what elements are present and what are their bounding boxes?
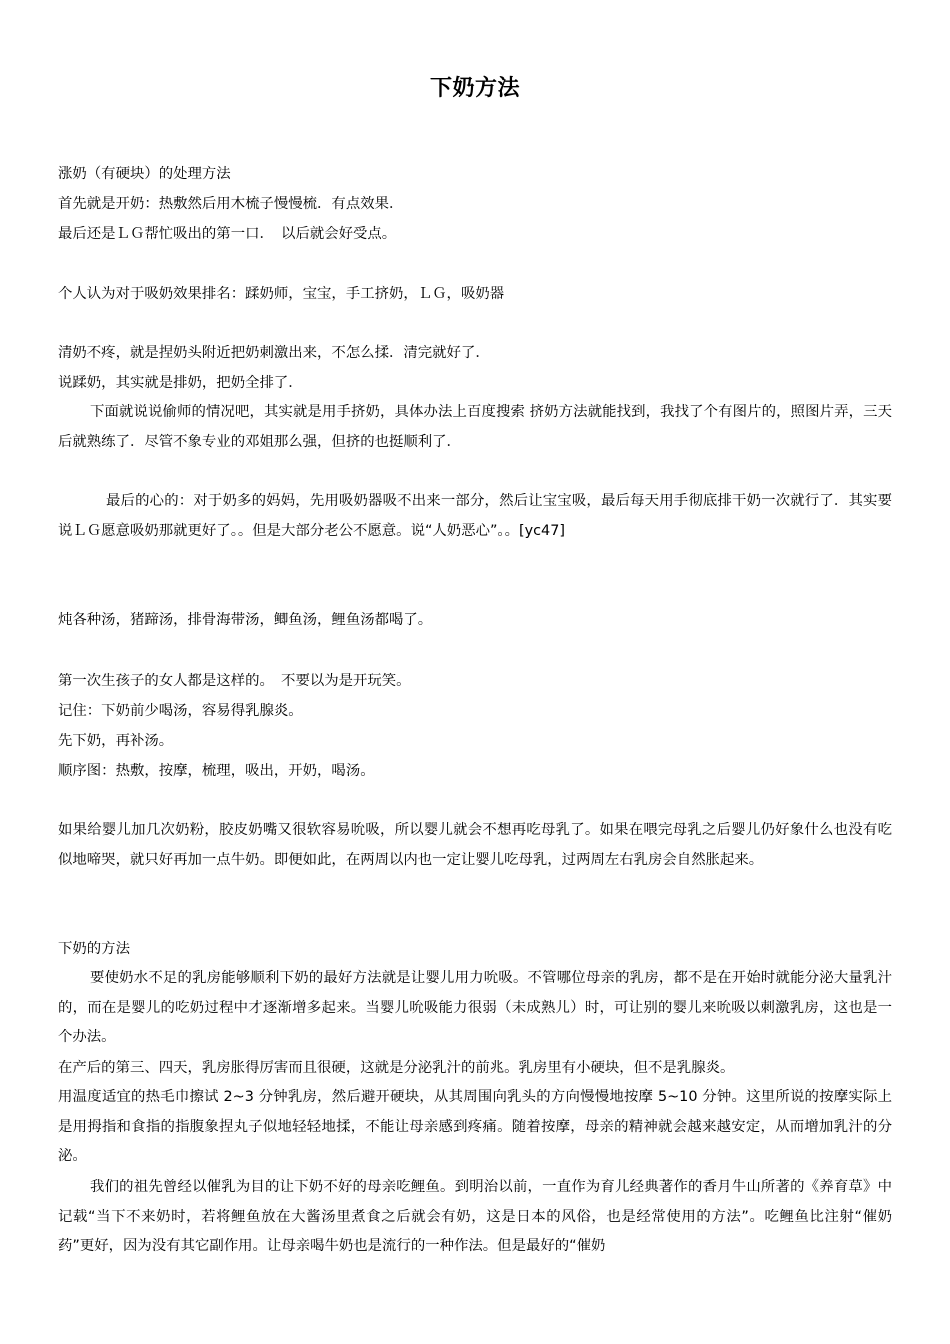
paragraph: 说蹂奶，其实就是排奶，把奶全排了． (58, 375, 303, 391)
paragraph: 第一次生孩子的女人都是这样的。 不要以为是开玩笑。 (58, 673, 411, 689)
paragraph: 用温度适宜的热毛巾擦试 2~3 分钟乳房，然后避开硬块，从其周围向乳头的方向慢慢地按摩 5~10 分钟。这里所说的按摩实际上是用拇指和食指的指腹象捏丸子似地轻轻地揉，不能让母亲感到疼痛。随着按摩，母亲的精神就会越来越安定，从而增加乳汁的分泌。 (58, 1089, 892, 1164)
paragraph: 最后还是ＬＧ帮忙吸出的第一口． 以后就会好受点。 (58, 226, 397, 242)
paragraph: 要使奶水不足的乳房能够顺利下奶的最好方法就是让婴儿用力吮吸。不管哪位母亲的乳房，都不是在开始时就能分泌大量乳汁的，而在是婴儿的吃奶过程中才逐渐增多起来。当婴儿吮吸能力很弱（未成熟儿）时，可让别的婴儿来吮吸以刺激乳房，这也是一个办法。 (58, 970, 892, 1045)
paragraph: 顺序图：热敷，按摩，梳理，吸出，开奶，喝汤。 (58, 763, 375, 779)
paragraph: 下面就说说偷师的情况吧，其实就是用手挤奶，具体办法上百度搜索 挤奶方法就能找到，我找了个有图片的，照图片弄，三天后就熟练了．尽管不象专业的邓姐那么强，但挤的也挺顺利了． (58, 404, 892, 450)
paragraph: 在产后的第三、四天，乳房胀得厉害而且很硬，这就是分泌乳汁的前兆。乳房里有小硬块，但不是乳腺炎。 (58, 1060, 735, 1076)
page-title: 下奶方法 (429, 76, 520, 101)
paragraph: 炖各种汤，猪蹄汤，排骨海带汤，鲫鱼汤，鲤鱼汤都喝了。 (58, 612, 433, 628)
paragraph: 如果给婴儿加几次奶粉，胶皮奶嘴又很软容易吮吸，所以婴儿就会不想再吃母乳了。如果在喂完母乳之后婴儿仍好象什么也没有吃似地啼哭，就只好再加一点牛奶。即便如此，在两周以内也一定让婴儿吃母乳，过两周左右乳房会自然胀起来。 (58, 822, 892, 868)
paragraph: 涨奶（有硬块）的处理方法 (58, 166, 231, 182)
paragraph: 先下奶，再补汤。 (58, 733, 174, 749)
section-heading: 下奶的方法 (58, 941, 130, 957)
paragraph: 清奶不疼，就是捏奶头附近把奶刺激出来，不怎么揉．清完就好了． (58, 345, 490, 361)
paragraph: 记住：下奶前少喝汤，容易得乳腺炎。 (58, 703, 303, 719)
paragraph: 首先就是开奶：热敷然后用木梳子慢慢梳．有点效果． (58, 196, 404, 212)
paragraph: 最后的心的：对于奶多的妈妈，先用吸奶器吸不出来一部分，然后让宝宝吸，最后每天用手彻底排干奶一次就行了．其实要说ＬＧ愿意吸奶那就更好了。。但是大部分老公不愿意。说“人奶恶心”。。[yc47] (58, 493, 892, 539)
paragraph: 我们的祖先曾经以催乳为目的让下奶不好的母亲吃鲤鱼。到明治以前，一直作为育儿经典著作的香月牛山所著的《养育草》中记载“当下不来奶时，若将鲤鱼放在大酱汤里煮食之后就会有奶，这是日本的风俗，也是经常使用的方法”。吃鲤鱼比注射“催奶药”更好，因为没有其它副作用。让母亲喝牛奶也是流行的一种作法。但是最好的“催奶 (58, 1179, 892, 1254)
paragraph: 个人认为对于吸奶效果排名：蹂奶师，宝宝，手工挤奶，ＬＧ，吸奶器 (58, 286, 505, 302)
